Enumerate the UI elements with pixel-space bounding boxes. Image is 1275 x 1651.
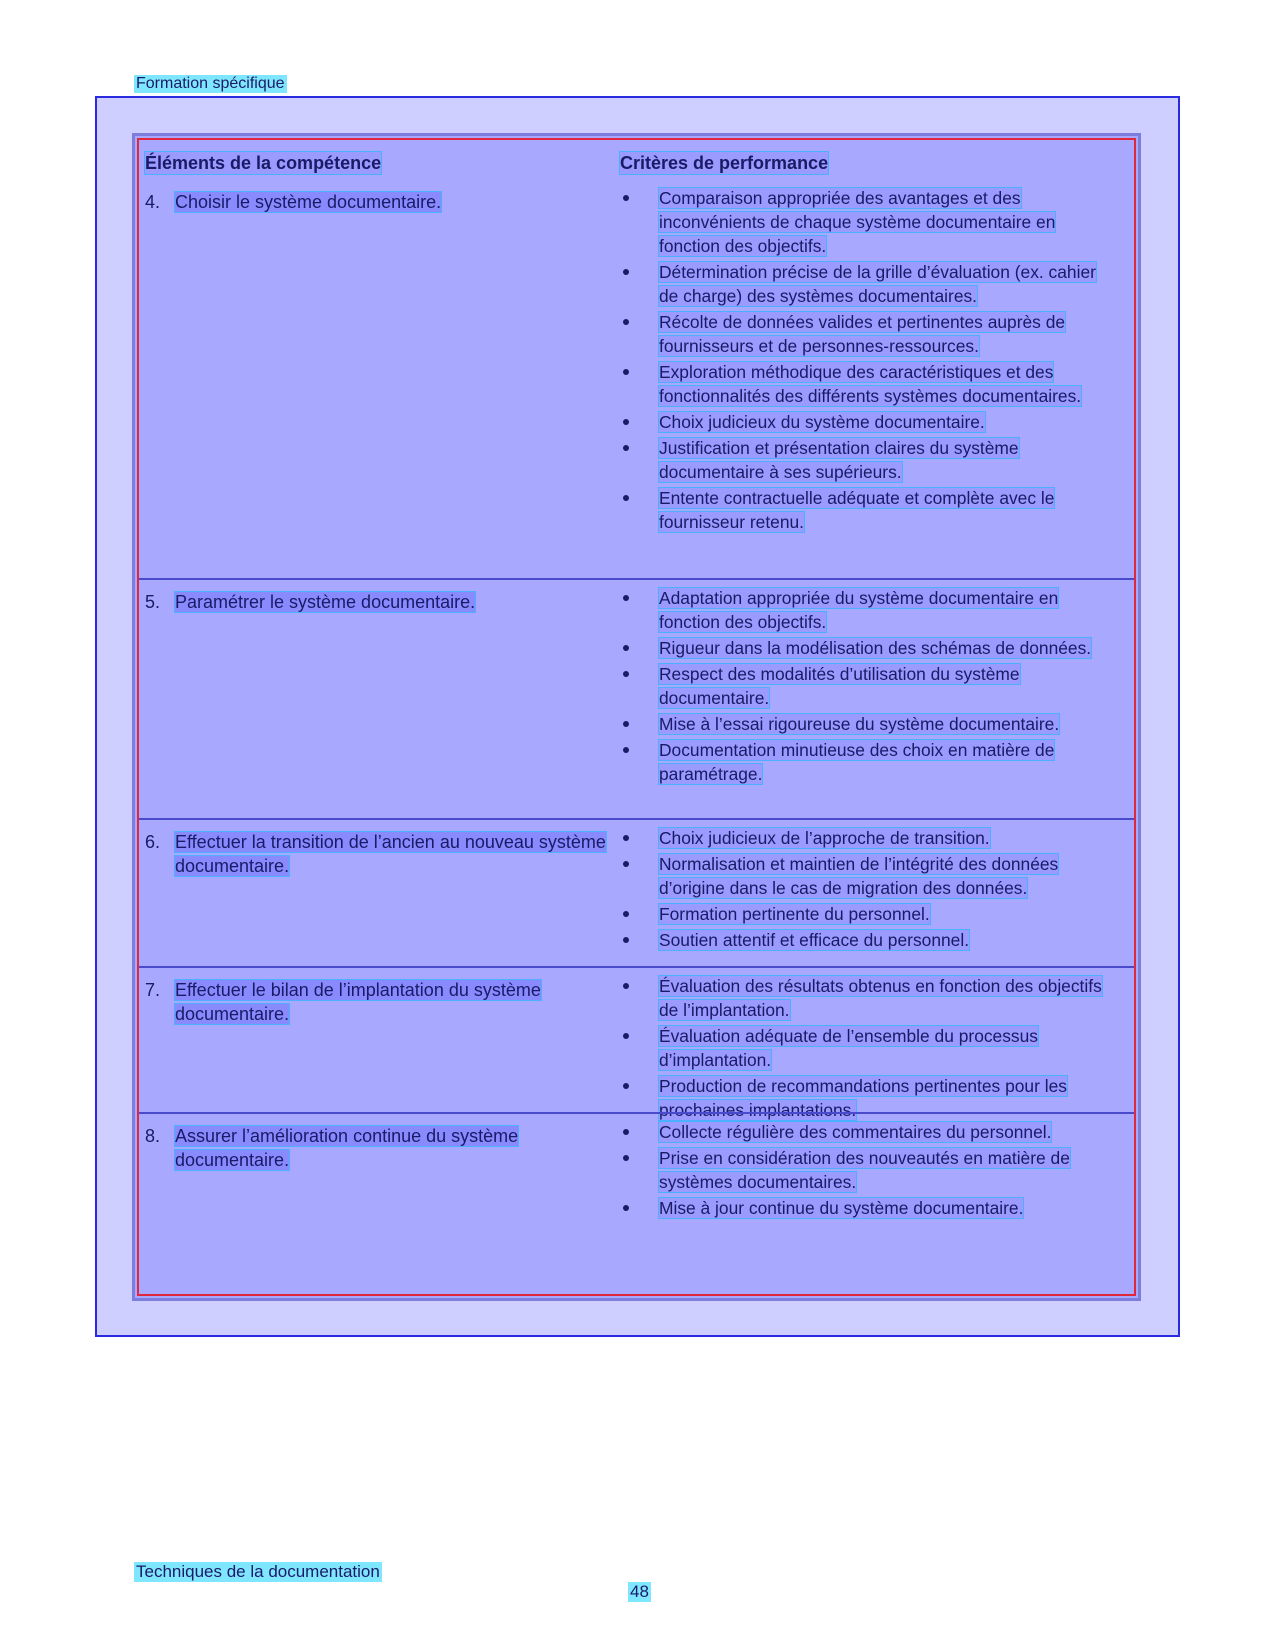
element-number: 6.: [145, 832, 161, 852]
bullet-icon: [623, 195, 629, 201]
criteria-text: Formation pertinente du personnel.: [659, 904, 930, 924]
criteria-text: Récolte de données valides et pertinentes auprès de fournisseurs et de personnes-ressources.: [659, 312, 1066, 356]
bullet-icon: [623, 983, 629, 989]
bullet-icon: [623, 645, 629, 651]
bullet-icon: [623, 937, 629, 943]
bullet-icon: [623, 269, 629, 275]
bullet-icon: [623, 319, 629, 325]
criteria-item: [623, 586, 1118, 634]
criteria-list: [623, 974, 1118, 1124]
bullet-icon: [623, 721, 629, 727]
bullet-icon: [623, 445, 629, 451]
page-number: 48: [630, 1582, 649, 1601]
criteria-item: [623, 738, 1118, 786]
bullet-icon: [623, 835, 629, 841]
element-number: 7.: [145, 980, 161, 1000]
bullet-icon: [623, 1033, 629, 1039]
criteria-item: [623, 310, 1118, 358]
bullet-icon: [623, 1205, 629, 1211]
criteria-item: [623, 852, 1118, 900]
criteria-item: [623, 1146, 1118, 1194]
running-footer: Techniques de la documentation: [136, 1562, 380, 1581]
element-text: Effectuer le bilan de l’implantation du système documentaire.: [175, 980, 541, 1024]
element-text: Effectuer la transition de l’ancien au nouveau système documentaire.: [175, 832, 606, 876]
criteria-text: Exploration méthodique des caractéristiques et des fonctionnalités des différents systèmes documentaires.: [659, 362, 1082, 406]
bullet-icon: [623, 747, 629, 753]
criteria-item: [623, 1024, 1118, 1072]
table-row: [139, 180, 1134, 578]
criteria-text: Mise à jour continue du système documentaire.: [659, 1198, 1024, 1218]
criteria-item: [623, 260, 1118, 308]
criteria-text: Choix judicieux du système documentaire.: [659, 412, 985, 432]
criteria-list: [623, 186, 1118, 536]
competence-element: [145, 978, 635, 1026]
criteria-item: [623, 636, 1118, 660]
table-row: [139, 578, 1134, 820]
criteria-text: Choix judicieux de l’approche de transition.: [659, 828, 990, 848]
table-row: [139, 1112, 1134, 1236]
criteria-item: [623, 410, 1118, 434]
criteria-list: [623, 586, 1118, 788]
criteria-text: Prise en considération des nouveautés en matière de systèmes documentaires.: [659, 1148, 1070, 1192]
element-text: Assurer l’amélioration continue du système documentaire.: [175, 1126, 519, 1170]
competence-element: [145, 190, 635, 214]
bullet-icon: [623, 419, 629, 425]
criteria-item: [623, 662, 1118, 710]
criteria-text: Rigueur dans la modélisation des schémas de données.: [659, 638, 1092, 658]
criteria-text: Comparaison appropriée des avantages et des inconvénients de chaque système documentaire en fonction des objectifs.: [659, 188, 1056, 256]
bullet-icon: [623, 671, 629, 677]
competence-element: [145, 1124, 635, 1172]
criteria-text: Respect des modalités d’utilisation du système documentaire.: [659, 664, 1020, 708]
criteria-item: [623, 826, 1118, 850]
criteria-item: [623, 486, 1118, 534]
criteria-item: [623, 928, 1118, 952]
competence-element: [145, 830, 635, 878]
bullet-icon: [623, 595, 629, 601]
element-text: Paramétrer le système documentaire.: [175, 592, 476, 612]
element-number: 8.: [145, 1126, 161, 1146]
criteria-text: Documentation minutieuse des choix en matière de paramétrage.: [659, 740, 1055, 784]
bullet-icon: [623, 1155, 629, 1161]
column-header-elements: Éléments de la compétence: [145, 153, 382, 173]
competence-table: [132, 133, 1141, 1301]
criteria-item: [623, 1196, 1118, 1220]
bullet-icon: [623, 369, 629, 375]
criteria-item: [623, 436, 1118, 484]
criteria-item: [623, 712, 1118, 736]
table-row: [139, 966, 1134, 1120]
element-number: 4.: [145, 192, 161, 212]
criteria-text: Évaluation des résultats obtenus en fonction des objectifs de l’implantation.: [659, 976, 1102, 1020]
criteria-text: Adaptation appropriée du système documentaire en fonction des objectifs.: [659, 588, 1059, 632]
bullet-icon: [623, 495, 629, 501]
criteria-text: Évaluation adéquate de l’ensemble du processus d’implantation.: [659, 1026, 1038, 1070]
criteria-item: [623, 1120, 1118, 1144]
criteria-item: [623, 974, 1118, 1022]
criteria-list: [623, 1120, 1118, 1222]
bullet-icon: [623, 1129, 629, 1135]
criteria-item: [623, 186, 1118, 258]
criteria-text: Entente contractuelle adéquate et complète avec le fournisseur retenu.: [659, 488, 1055, 532]
criteria-text: Soutien attentif et efficace du personnel.: [659, 930, 970, 950]
criteria-text: Détermination précise de la grille d’évaluation (ex. cahier de charge) des systèmes documentaires.: [659, 262, 1096, 306]
table-row: [139, 818, 1134, 968]
criteria-text: Mise à l’essai rigoureuse du système documentaire.: [659, 714, 1060, 734]
criteria-text: Justification et présentation claires du système documentaire à ses supérieurs.: [659, 438, 1019, 482]
bullet-icon: [623, 911, 629, 917]
criteria-text: Normalisation et maintien de l’intégrité des données d’origine dans le cas de migration des données.: [659, 854, 1059, 898]
element-text: Choisir le système documentaire.: [175, 192, 442, 212]
criteria-text: Production de recommandations pertinentes pour les prochaines implantations.: [659, 1076, 1067, 1120]
running-header: Formation spécifique: [136, 75, 285, 92]
element-number: 5.: [145, 592, 161, 612]
bullet-icon: [623, 861, 629, 867]
column-header-criteria: Critères de performance: [620, 153, 829, 173]
criteria-item: [623, 360, 1118, 408]
bullet-icon: [623, 1083, 629, 1089]
criteria-list: [623, 826, 1118, 954]
competence-element: [145, 590, 635, 614]
criteria-item: [623, 902, 1118, 926]
criteria-text: Collecte régulière des commentaires du personnel.: [659, 1122, 1052, 1142]
table-inner-border: [137, 138, 1136, 1296]
